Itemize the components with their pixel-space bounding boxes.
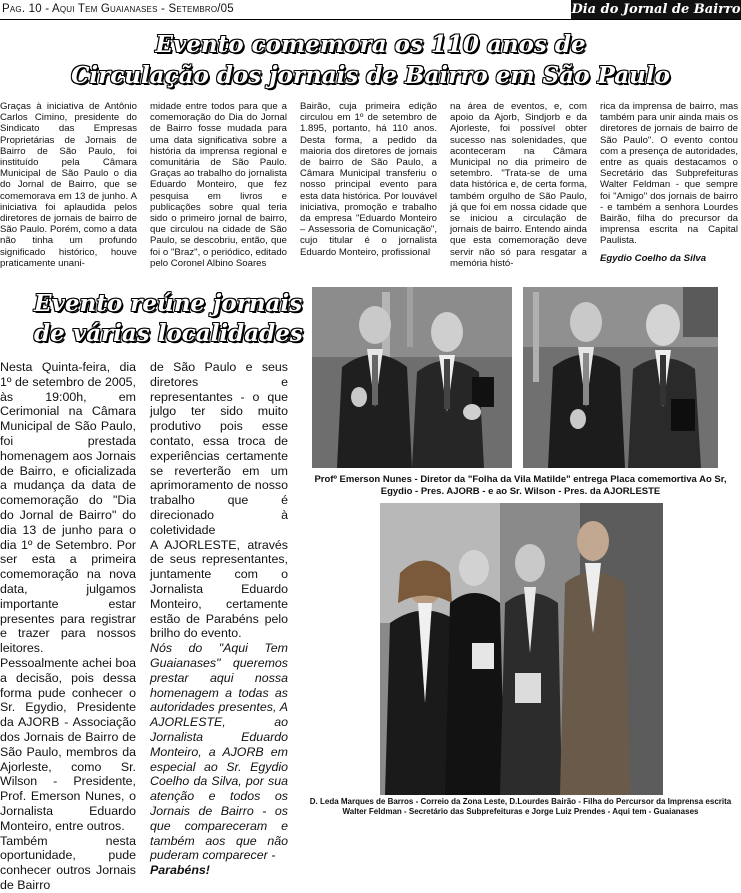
article2-headline-line2: de várias localidades [34,320,303,347]
article2-column-2 [150,360,288,878]
article1-col5-text: rica da imprensa de bairro, mas também para unir ainda mais os diretores de jornais de bairro de São Paulo". O evento contou com a presença de autoridades, entre as quais destacamos o Secretário das Subprefeituras Walter Feldman - que sempre foi "Amigo" dos jornais de bairro - e também a senhora Lourdes Bairão, filha do precursor da imprensa escrita na Capital Paulista. [600,101,738,247]
photo-illustration [312,287,512,468]
article2-col1-para3: Também nesta oportunidade, pude conhecer outros Jornais de Bairro [0,833,136,892]
article2-col1-para1: Nesta Quinta-feira, dia 1º de setembro de 2005, às 19:00h, em Cerimonial na Câmara Municipal de São Paulo, foi prestada homenagem aos Jornais de Bairro, e oficializada a mudança da data de comemoração do "Dia do Jornal de Bairro" do dia 13 de junho para o dia 1º de Setembro. Por ser esta a primeira comemoração na nova data, julgamos importante estar presentes para registrar e trazer para nossos leitores. [0,360,136,656]
article1-column-4 [450,101,587,269]
photo-illustration [380,503,663,795]
photo-award-wilson [523,287,718,468]
article2-column-1 [0,360,136,893]
photo-illustration [523,287,718,468]
article1-col3-text: Bairão, cuja primeira edição circulou em 1º de setembro de 1.895, portanto, há 110 anos. Desta forma, a pedido da maioria dos diretores de jornais de bairro de São Paulo, a Câmara Municipal transferiu o nosso principal evento para esta data histórica. Por louvável iniciativa, promoção e trabalho da empresa "Eduardo Monteiro – Assessoria de Comunicação", cujo titular é o jornalista Eduardo Monteiro, profissional [300,101,437,258]
article1-col4-text: na área de eventos, e, com apoio da Ajorb, Sindjorb e da Ajorleste, foi possível obter sucesso nas solenidades, que aconteceram na Câmara Municipal no dia primeiro de setembro. "Trata-se de uma data histórica e, de certa forma, também orgulho de São Paulo, já que foi em nossa cidade que se iniciou a circulação de jornais de bairro. Entendo ainda que esta comemoração deve servir não só para resgatar a memória histó- [450,101,587,269]
article2-col2-para2: A AJORLESTE, através de seus representantes, juntamente com o Jornalista Eduardo Monteiro, certamente estão de Parabéns pelo brilho do evento. [150,537,288,641]
article1-column-5 [600,101,738,264]
article1-signature: Egydio Coelho da Silva [600,252,707,264]
article1-col1-text: Graças à iniciativa de Antônio Carlos Cimino, presidente do Sindicato das Empresas Proprietárias de Jornais de Bairro de São Paulo, foi instituído pela Câmara Municipal de São Paulo o dia do Jornal de Bairro, que se comemorava em 13 de junho. A iniciativa foi aplaudida pelos diretores de jornais de bairro de São Paulo. Porém, como a data não tinha um profundo significado histórico, houve praticamente unani- [0,101,137,269]
article1-headline-line1: Evento comemora os 110 anos de [155,31,586,58]
article2-headline-line1: Evento reúne jornais [34,290,303,317]
article2-closing-parabens: Parabéns! [150,863,210,878]
photo-caption-top: Profº Emerson Nunes - Diretor da "Folha da Vila Matilde" entrega Placa comemortiva Ao Sr, Egydio - Pres. AJORB - e ao Sr. Wilson - Pres. da AJORLESTE [314,474,727,497]
article1-column-1 [0,101,137,269]
article1-headline-line2: Circulação dos jornais de Bairro em São Paulo [71,62,670,89]
article1-col2-text: midade entre todos para que a comemoração do Dia do Jornal de Bairro fosse mudada para uma data significativa sobre a história da imprensa regional e comunitária de São Paulo. Graças ao trabalho do jornalista Eduardo Monteiro, que fez pesquisa em livros e publicações sobre qual teria sido o primeiro jornal de bairro, que circulou na cidade de São Paulo, se descobriu, então, que foi o "Braz", o periódico, editado pelo Coronel Albino Soares [150,101,287,269]
article2-col2-para1: de São Paulo e seus diretores e representantes - o que julgo ter sido muito produtivo pois esse contato, essa troca de experiências certamente se reverterão em um aprimoramento de nosso trabalho que é direcionado à coletividade [150,360,288,537]
section-badge: Dia do Jornal de Bairro [571,2,741,17]
photo-group-four [380,503,663,795]
header-rule [0,19,741,20]
page-folio: Pag. 10 - Aqui Tem Guaianases - Setembro/05 [2,3,234,15]
article2-col1-para2: Pessoalmente achei boa a decisão, pois dessa forma pude conhecer o Sr. Egydio, Presidente da AJORB - Associação dos Jornais de Bairro de São Paulo, membros da Ajorleste, como Sr. Wilson - Presidente, Prof. Emerson Nunes, o Jornalista Eduardo Monteiro, entre outros. [0,655,136,833]
photo-award-emerson-egydio [312,287,512,468]
article1-column-2 [150,101,287,269]
article1-column-3 [300,101,437,258]
article2-col2-para3: Nós do "Aqui Tem Guaianases" queremos prestar aqui nossa homenagem a todas as autoridades presentes, A AJORLESTE, ao Jornalista Eduardo Monteiro, a AJORB em especial ao Sr. Egydio Coelho da Silva, por sua atenção e todos os Jornais de Bairro - os que compareceram e também aos que não puderam comparecer - [150,641,288,863]
page-header [0,0,741,22]
photo-caption-bottom: D. Leda Marques de Barros - Correio da Zona Leste, D.Lourdes Bairão - Filha do Percursor da Imprensa escrita Walter Feldman - Secretário das Subprefeituras e Jorge Luiz Prendes - Aqui tem - Guaianases [309,797,732,816]
